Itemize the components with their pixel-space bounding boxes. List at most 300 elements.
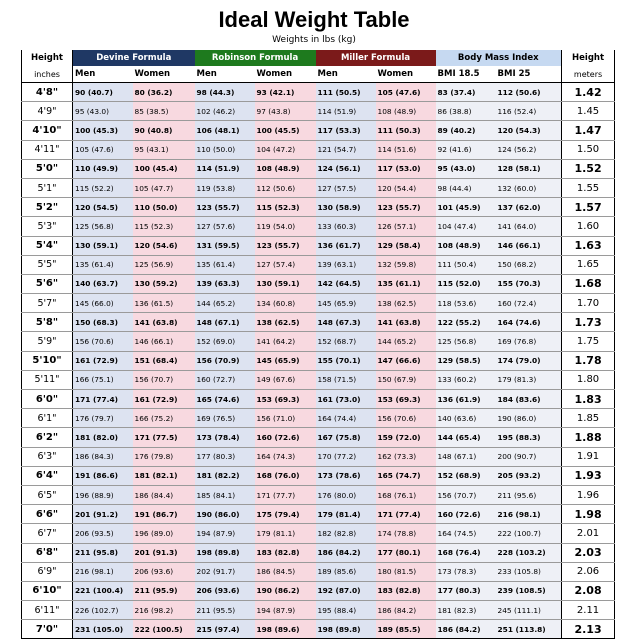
table-row <box>22 370 615 389</box>
height-meters-cell: 2.06 <box>562 562 615 581</box>
devine-men-cell: 130 (59.1) <box>73 236 133 255</box>
devine-women-cell: 80 (36.2) <box>133 83 195 102</box>
devine-women-cell: 181 (82.1) <box>133 466 195 485</box>
table-row <box>22 581 615 600</box>
devine-men-cell: 206 (93.5) <box>73 524 133 543</box>
height-meters-cell: 1.70 <box>562 294 615 313</box>
miller-women-cell: 177 (80.1) <box>376 543 436 562</box>
height-meters-cell: 2.11 <box>562 601 615 620</box>
robinson-women-cell: 183 (82.8) <box>255 543 316 562</box>
height-meters-cell: 1.57 <box>562 198 615 217</box>
robinson-women-cell: 171 (77.7) <box>255 485 316 504</box>
height-meters-cell: 1.47 <box>562 121 615 140</box>
miller-men-cell: 195 (88.4) <box>316 601 376 620</box>
height-meters-cell: 1.75 <box>562 332 615 351</box>
devine-women-cell: 120 (54.6) <box>133 236 195 255</box>
robinson-men-cell: 190 (86.0) <box>195 505 255 524</box>
table-row <box>22 620 615 639</box>
height-header: Height <box>22 50 73 66</box>
miller-women-cell: 147 (66.6) <box>376 351 436 370</box>
miller-men-cell: 136 (61.7) <box>316 236 376 255</box>
miller-men-cell: 152 (68.7) <box>316 332 376 351</box>
bmi-25-cell: 120 (54.3) <box>496 121 562 140</box>
robinson-men-cell: 102 (46.2) <box>195 102 255 121</box>
robinson-men-cell: 144 (65.2) <box>195 294 255 313</box>
robinson-men-cell: 194 (87.9) <box>195 524 255 543</box>
bmi-18-5-cell: 115 (52.0) <box>436 274 496 293</box>
devine-men-cell: 140 (63.7) <box>73 274 133 293</box>
bmi-18-5-cell: 92 (41.6) <box>436 140 496 159</box>
devine-women-cell: 166 (75.2) <box>133 409 195 428</box>
devine-men-cell: 226 (102.7) <box>73 601 133 620</box>
miller-men-cell: 133 (60.3) <box>316 217 376 236</box>
page-subtitle: Weights in lbs (kg) <box>272 35 356 45</box>
robinson-women-cell: 175 (79.4) <box>255 505 316 524</box>
table-row <box>22 428 615 447</box>
page-title: Ideal Weight Table <box>218 7 410 32</box>
devine-women-cell: 85 (38.5) <box>133 102 195 121</box>
devine-women-cell: 206 (93.6) <box>133 562 195 581</box>
robinson-men-header: Men <box>195 66 255 83</box>
devine-men-cell: 161 (72.9) <box>73 351 133 370</box>
devine-men-cell: 115 (52.2) <box>73 178 133 197</box>
table-row <box>22 524 615 543</box>
table-row <box>22 294 615 313</box>
height-meters-cell: 2.03 <box>562 543 615 562</box>
bmi-18-5-cell: 111 (50.4) <box>436 255 496 274</box>
miller-women-cell: 129 (58.4) <box>376 236 436 255</box>
miller-women-cell: 165 (74.7) <box>376 466 436 485</box>
robinson-women-cell: 194 (87.9) <box>255 601 316 620</box>
miller-men-cell: 186 (84.2) <box>316 543 376 562</box>
bmi-18-5-cell: 148 (67.1) <box>436 447 496 466</box>
height-meters-cell: 1.45 <box>562 102 615 121</box>
miller-men-cell: 176 (80.0) <box>316 485 376 504</box>
devine-women-cell: 171 (77.5) <box>133 428 195 447</box>
height-inches-cell: 5'1" <box>22 178 73 197</box>
devine-men-cell: 196 (88.9) <box>73 485 133 504</box>
table-row <box>22 255 615 274</box>
header-row-subcolumns <box>22 66 615 83</box>
devine-men-cell: 150 (68.3) <box>73 313 133 332</box>
miller-women-cell: 162 (73.3) <box>376 447 436 466</box>
bmi-18-5-header: BMI 18.5 <box>436 66 496 83</box>
robinson-men-cell: 139 (63.3) <box>195 274 255 293</box>
miller-men-cell: 173 (78.6) <box>316 466 376 485</box>
bmi-25-cell: 169 (76.8) <box>496 332 562 351</box>
robinson-women-cell: 104 (47.2) <box>255 140 316 159</box>
robinson-men-cell: 152 (69.0) <box>195 332 255 351</box>
devine-men-cell: 100 (45.3) <box>73 121 133 140</box>
bmi-25-cell: 141 (64.0) <box>496 217 562 236</box>
height-meters-cell: 1.68 <box>562 274 615 293</box>
miller-women-cell: 117 (53.0) <box>376 159 436 178</box>
bmi-25-cell: 179 (81.3) <box>496 370 562 389</box>
bmi-25-cell: 228 (103.2) <box>496 543 562 562</box>
height-inches-cell: 5'4" <box>22 236 73 255</box>
table-row <box>22 601 615 620</box>
devine-men-cell: 216 (98.1) <box>73 562 133 581</box>
table-row <box>22 562 615 581</box>
robinson-men-cell: 165 (74.6) <box>195 390 255 409</box>
devine-women-cell: 216 (98.2) <box>133 601 195 620</box>
robinson-women-cell: 186 (84.5) <box>255 562 316 581</box>
miller-women-cell: 174 (78.8) <box>376 524 436 543</box>
devine-women-cell: 95 (43.1) <box>133 140 195 159</box>
devine-women-cell: 151 (68.4) <box>133 351 195 370</box>
table-row <box>22 121 615 140</box>
bmi-25-cell: 132 (60.0) <box>496 178 562 197</box>
miller-women-cell: 114 (51.6) <box>376 140 436 159</box>
table-body <box>22 83 615 639</box>
miller-men-cell: 124 (56.1) <box>316 159 376 178</box>
bmi-18-5-cell: 104 (47.4) <box>436 217 496 236</box>
miller-women-cell: 180 (81.5) <box>376 562 436 581</box>
devine-women-cell: 100 (45.4) <box>133 159 195 178</box>
bmi-18-5-cell: 173 (78.3) <box>436 562 496 581</box>
robinson-women-cell: 112 (50.6) <box>255 178 316 197</box>
miller-men-cell: 158 (71.5) <box>316 370 376 389</box>
robinson-women-cell: 115 (52.3) <box>255 198 316 217</box>
robinson-women-cell: 168 (76.0) <box>255 466 316 485</box>
devine-men-header: Men <box>73 66 133 83</box>
miller-women-cell: 105 (47.6) <box>376 83 436 102</box>
table-row <box>22 332 615 351</box>
bmi-18-5-cell: 108 (48.9) <box>436 236 496 255</box>
devine-men-cell: 176 (79.7) <box>73 409 133 428</box>
height-meters-cell: 1.63 <box>562 236 615 255</box>
miller-men-cell: 148 (67.3) <box>316 313 376 332</box>
robinson-women-cell: 119 (54.0) <box>255 217 316 236</box>
height-inches-cell: 4'11" <box>22 140 73 159</box>
bmi-18-5-cell: 152 (68.9) <box>436 466 496 485</box>
bmi-18-5-cell: 168 (76.4) <box>436 543 496 562</box>
devine-men-cell: 211 (95.8) <box>73 543 133 562</box>
miller-men-cell: 182 (82.8) <box>316 524 376 543</box>
height-meters-cell: 1.65 <box>562 255 615 274</box>
bmi-18-5-cell: 181 (82.3) <box>436 601 496 620</box>
height-meters-cell: 2.08 <box>562 581 615 600</box>
table-row <box>22 447 615 466</box>
bmi-18-5-cell: 133 (60.2) <box>436 370 496 389</box>
miller-men-cell: 114 (51.9) <box>316 102 376 121</box>
robinson-women-cell: 179 (81.1) <box>255 524 316 543</box>
height-inches-cell: 5'6" <box>22 274 73 293</box>
table-row <box>22 159 615 178</box>
table-row <box>22 466 615 485</box>
devine-men-cell: 156 (70.6) <box>73 332 133 351</box>
robinson-men-cell: 215 (97.4) <box>195 620 255 639</box>
height-inches-cell: 5'8" <box>22 313 73 332</box>
robinson-women-cell: 164 (74.3) <box>255 447 316 466</box>
height-inches-cell: 6'1" <box>22 409 73 428</box>
devine-women-header: Women <box>133 66 195 83</box>
robinson-women-cell: 145 (65.9) <box>255 351 316 370</box>
robinson-women-cell: 100 (45.5) <box>255 121 316 140</box>
miller-women-cell: 156 (70.6) <box>376 409 436 428</box>
miller-women-cell: 108 (48.9) <box>376 102 436 121</box>
bmi-18-5-cell: 95 (43.0) <box>436 159 496 178</box>
miller-men-header: Men <box>316 66 376 83</box>
robinson-men-cell: 160 (72.7) <box>195 370 255 389</box>
bmi-18-5-cell: 101 (45.9) <box>436 198 496 217</box>
bmi-25-cell: 245 (111.1) <box>496 601 562 620</box>
devine-women-cell: 90 (40.8) <box>133 121 195 140</box>
bmi-18-5-cell: 89 (40.2) <box>436 121 496 140</box>
miller-men-cell: 198 (89.8) <box>316 620 376 639</box>
miller-women-cell: 144 (65.2) <box>376 332 436 351</box>
miller-men-cell: 161 (73.0) <box>316 390 376 409</box>
height-inches-cell: 6'2" <box>22 428 73 447</box>
table-row <box>22 217 615 236</box>
bmi-18-5-cell: 140 (63.6) <box>436 409 496 428</box>
miller-women-cell: 183 (82.8) <box>376 581 436 600</box>
bmi-18-5-cell: 160 (72.6) <box>436 505 496 524</box>
devine-women-cell: 136 (61.5) <box>133 294 195 313</box>
robinson-women-cell: 123 (55.7) <box>255 236 316 255</box>
devine-women-cell: 161 (72.9) <box>133 390 195 409</box>
robinson-women-cell: 156 (71.0) <box>255 409 316 428</box>
table-row <box>22 140 615 159</box>
bmi-25-cell: 116 (52.4) <box>496 102 562 121</box>
bmi-25-cell: 216 (98.1) <box>496 505 562 524</box>
height-meters-cell: 1.93 <box>562 466 615 485</box>
bmi-25-cell: 233 (105.8) <box>496 562 562 581</box>
miller-women-cell: 111 (50.3) <box>376 121 436 140</box>
miller-men-cell: 130 (58.9) <box>316 198 376 217</box>
height-meters-cell: 1.52 <box>562 159 615 178</box>
miller-women-cell: 138 (62.5) <box>376 294 436 313</box>
table-row <box>22 198 615 217</box>
robinson-men-cell: 98 (44.3) <box>195 83 255 102</box>
robinson-women-cell: 149 (67.6) <box>255 370 316 389</box>
devine-women-cell: 186 (84.4) <box>133 485 195 504</box>
devine-women-cell: 176 (79.8) <box>133 447 195 466</box>
miller-formula-header: Miller Formula <box>316 50 436 66</box>
bmi-25-cell: 251 (113.8) <box>496 620 562 639</box>
robinson-women-cell: 97 (43.8) <box>255 102 316 121</box>
robinson-men-cell: 202 (91.7) <box>195 562 255 581</box>
devine-women-cell: 156 (70.7) <box>133 370 195 389</box>
height-meters-cell: 1.83 <box>562 390 615 409</box>
robinson-men-cell: 181 (82.2) <box>195 466 255 485</box>
devine-men-cell: 145 (66.0) <box>73 294 133 313</box>
devine-men-cell: 186 (84.3) <box>73 447 133 466</box>
height-inches-cell: 6'11" <box>22 601 73 620</box>
height-meters-cell: 1.98 <box>562 505 615 524</box>
miller-women-cell: 171 (77.4) <box>376 505 436 524</box>
robinson-men-cell: 156 (70.9) <box>195 351 255 370</box>
devine-men-cell: 120 (54.5) <box>73 198 133 217</box>
bmi-18-5-cell: 129 (58.5) <box>436 351 496 370</box>
bmi-25-header: BMI 25 <box>496 66 562 83</box>
devine-men-cell: 221 (100.4) <box>73 581 133 600</box>
bmi-18-5-cell: 86 (38.8) <box>436 102 496 121</box>
devine-men-cell: 110 (49.9) <box>73 159 133 178</box>
bmi-25-cell: 146 (66.1) <box>496 236 562 255</box>
miller-men-cell: 155 (70.1) <box>316 351 376 370</box>
robinson-men-cell: 211 (95.5) <box>195 601 255 620</box>
table-row <box>22 485 615 504</box>
bmi-18-5-cell: 83 (37.4) <box>436 83 496 102</box>
height-inches-cell: 6'6" <box>22 505 73 524</box>
bmi-25-cell: 155 (70.3) <box>496 274 562 293</box>
bmi-18-5-cell: 98 (44.4) <box>436 178 496 197</box>
bmi-18-5-cell: 156 (70.7) <box>436 485 496 504</box>
robinson-men-cell: 119 (53.8) <box>195 178 255 197</box>
robinson-men-cell: 135 (61.4) <box>195 255 255 274</box>
miller-men-cell: 117 (53.3) <box>316 121 376 140</box>
devine-women-cell: 191 (86.7) <box>133 505 195 524</box>
devine-women-cell: 130 (59.2) <box>133 274 195 293</box>
height-meters-cell: 1.73 <box>562 313 615 332</box>
miller-men-cell: 170 (77.2) <box>316 447 376 466</box>
height-meters-cell: 1.60 <box>562 217 615 236</box>
height-meters-cell: 1.55 <box>562 178 615 197</box>
robinson-women-cell: 93 (42.1) <box>255 83 316 102</box>
table-row <box>22 390 615 409</box>
height-inches-cell: 6'4" <box>22 466 73 485</box>
bmi-25-cell: 195 (88.3) <box>496 428 562 447</box>
miller-men-cell: 142 (64.5) <box>316 274 376 293</box>
devine-formula-header: Devine Formula <box>73 50 195 66</box>
bmi-18-5-cell: 125 (56.8) <box>436 332 496 351</box>
height-inches-cell: 5'5" <box>22 255 73 274</box>
devine-men-cell: 231 (105.0) <box>73 620 133 639</box>
miller-men-cell: 179 (81.4) <box>316 505 376 524</box>
bmi-25-cell: 239 (108.5) <box>496 581 562 600</box>
devine-women-cell: 211 (95.9) <box>133 581 195 600</box>
height-meters-cell: 1.80 <box>562 370 615 389</box>
bmi-25-cell: 150 (68.2) <box>496 255 562 274</box>
bmi-25-cell: 137 (62.0) <box>496 198 562 217</box>
miller-men-cell: 192 (87.0) <box>316 581 376 600</box>
height-meters-cell: 1.96 <box>562 485 615 504</box>
robinson-men-cell: 123 (55.7) <box>195 198 255 217</box>
bmi-18-5-cell: 177 (80.3) <box>436 581 496 600</box>
robinson-men-cell: 185 (84.1) <box>195 485 255 504</box>
height-inches-cell: 6'5" <box>22 485 73 504</box>
devine-men-cell: 191 (86.6) <box>73 466 133 485</box>
miller-women-cell: 123 (55.7) <box>376 198 436 217</box>
table-row <box>22 543 615 562</box>
bmi-25-cell: 124 (56.2) <box>496 140 562 159</box>
table-row <box>22 274 615 293</box>
table-row <box>22 236 615 255</box>
height-inches-cell: 5'3" <box>22 217 73 236</box>
height-meters-cell: 1.50 <box>562 140 615 159</box>
miller-men-cell: 127 (57.5) <box>316 178 376 197</box>
height-inches-cell: 6'0" <box>22 390 73 409</box>
height-meters-cell: 2.01 <box>562 524 615 543</box>
robinson-women-cell: 153 (69.3) <box>255 390 316 409</box>
miller-men-cell: 139 (63.1) <box>316 255 376 274</box>
height-inches-cell: 5'2" <box>22 198 73 217</box>
robinson-men-cell: 206 (93.6) <box>195 581 255 600</box>
height-inches-cell: 5'0" <box>22 159 73 178</box>
height-meters-cell: 1.88 <box>562 428 615 447</box>
height-meters-cell: 1.78 <box>562 351 615 370</box>
miller-women-cell: 132 (59.8) <box>376 255 436 274</box>
robinson-women-cell: 108 (48.9) <box>255 159 316 178</box>
miller-women-cell: 189 (85.5) <box>376 620 436 639</box>
devine-men-cell: 95 (43.0) <box>73 102 133 121</box>
devine-women-cell: 125 (56.9) <box>133 255 195 274</box>
robinson-women-cell: 141 (64.2) <box>255 332 316 351</box>
bmi-25-cell: 164 (74.6) <box>496 313 562 332</box>
bmi-25-cell: 174 (79.0) <box>496 351 562 370</box>
bmi-25-cell: 128 (58.1) <box>496 159 562 178</box>
robinson-men-cell: 106 (48.1) <box>195 121 255 140</box>
height-inches-cell: 6'7" <box>22 524 73 543</box>
robinson-women-header: Women <box>255 66 316 83</box>
table-row <box>22 409 615 428</box>
robinson-women-cell: 198 (89.6) <box>255 620 316 639</box>
height-inches-cell: 6'9" <box>22 562 73 581</box>
devine-women-cell: 146 (66.1) <box>133 332 195 351</box>
bmi-25-cell: 205 (93.2) <box>496 466 562 485</box>
miller-women-cell: 135 (61.1) <box>376 274 436 293</box>
devine-men-cell: 90 (40.7) <box>73 83 133 102</box>
height-meters-header: Height <box>562 50 615 66</box>
bmi-25-cell: 184 (83.6) <box>496 390 562 409</box>
height-meters-cell: 1.91 <box>562 447 615 466</box>
header-row-groups <box>22 50 615 66</box>
robinson-men-cell: 177 (80.3) <box>195 447 255 466</box>
height-unit-label: inches <box>22 66 73 83</box>
robinson-men-cell: 169 (76.5) <box>195 409 255 428</box>
bmi-18-5-cell: 186 (84.2) <box>436 620 496 639</box>
miller-men-cell: 145 (65.9) <box>316 294 376 313</box>
height-meters-cell: 1.42 <box>562 83 615 102</box>
robinson-women-cell: 127 (57.4) <box>255 255 316 274</box>
bmi-25-cell: 112 (50.6) <box>496 83 562 102</box>
miller-women-cell: 141 (63.8) <box>376 313 436 332</box>
devine-men-cell: 105 (47.6) <box>73 140 133 159</box>
table-row <box>22 313 615 332</box>
devine-men-cell: 135 (61.4) <box>73 255 133 274</box>
height-inches-cell: 4'8" <box>22 83 73 102</box>
robinson-formula-header: Robinson Formula <box>195 50 316 66</box>
devine-men-cell: 166 (75.1) <box>73 370 133 389</box>
devine-men-cell: 125 (56.8) <box>73 217 133 236</box>
devine-men-cell: 181 (82.0) <box>73 428 133 447</box>
devine-women-cell: 105 (47.7) <box>133 178 195 197</box>
miller-women-cell: 150 (67.9) <box>376 370 436 389</box>
bmi-25-cell: 222 (100.7) <box>496 524 562 543</box>
bmi-25-cell: 160 (72.4) <box>496 294 562 313</box>
height-meters-cell: 2.13 <box>562 620 615 639</box>
miller-men-cell: 111 (50.5) <box>316 83 376 102</box>
bmi-18-5-cell: 144 (65.4) <box>436 428 496 447</box>
devine-women-cell: 201 (91.3) <box>133 543 195 562</box>
height-inches-cell: 5'10" <box>22 351 73 370</box>
robinson-women-cell: 160 (72.6) <box>255 428 316 447</box>
robinson-men-cell: 127 (57.6) <box>195 217 255 236</box>
devine-men-cell: 201 (91.2) <box>73 505 133 524</box>
bmi-18-5-cell: 136 (61.9) <box>436 390 496 409</box>
table-row <box>22 83 615 102</box>
robinson-women-cell: 130 (59.1) <box>255 274 316 293</box>
robinson-men-cell: 148 (67.1) <box>195 313 255 332</box>
height-inches-cell: 6'3" <box>22 447 73 466</box>
height-inches-cell: 5'9" <box>22 332 73 351</box>
bmi-18-5-cell: 122 (55.2) <box>436 313 496 332</box>
height-inches-cell: 4'10" <box>22 121 73 140</box>
miller-women-header: Women <box>376 66 436 83</box>
robinson-women-cell: 138 (62.5) <box>255 313 316 332</box>
robinson-men-cell: 173 (78.4) <box>195 428 255 447</box>
